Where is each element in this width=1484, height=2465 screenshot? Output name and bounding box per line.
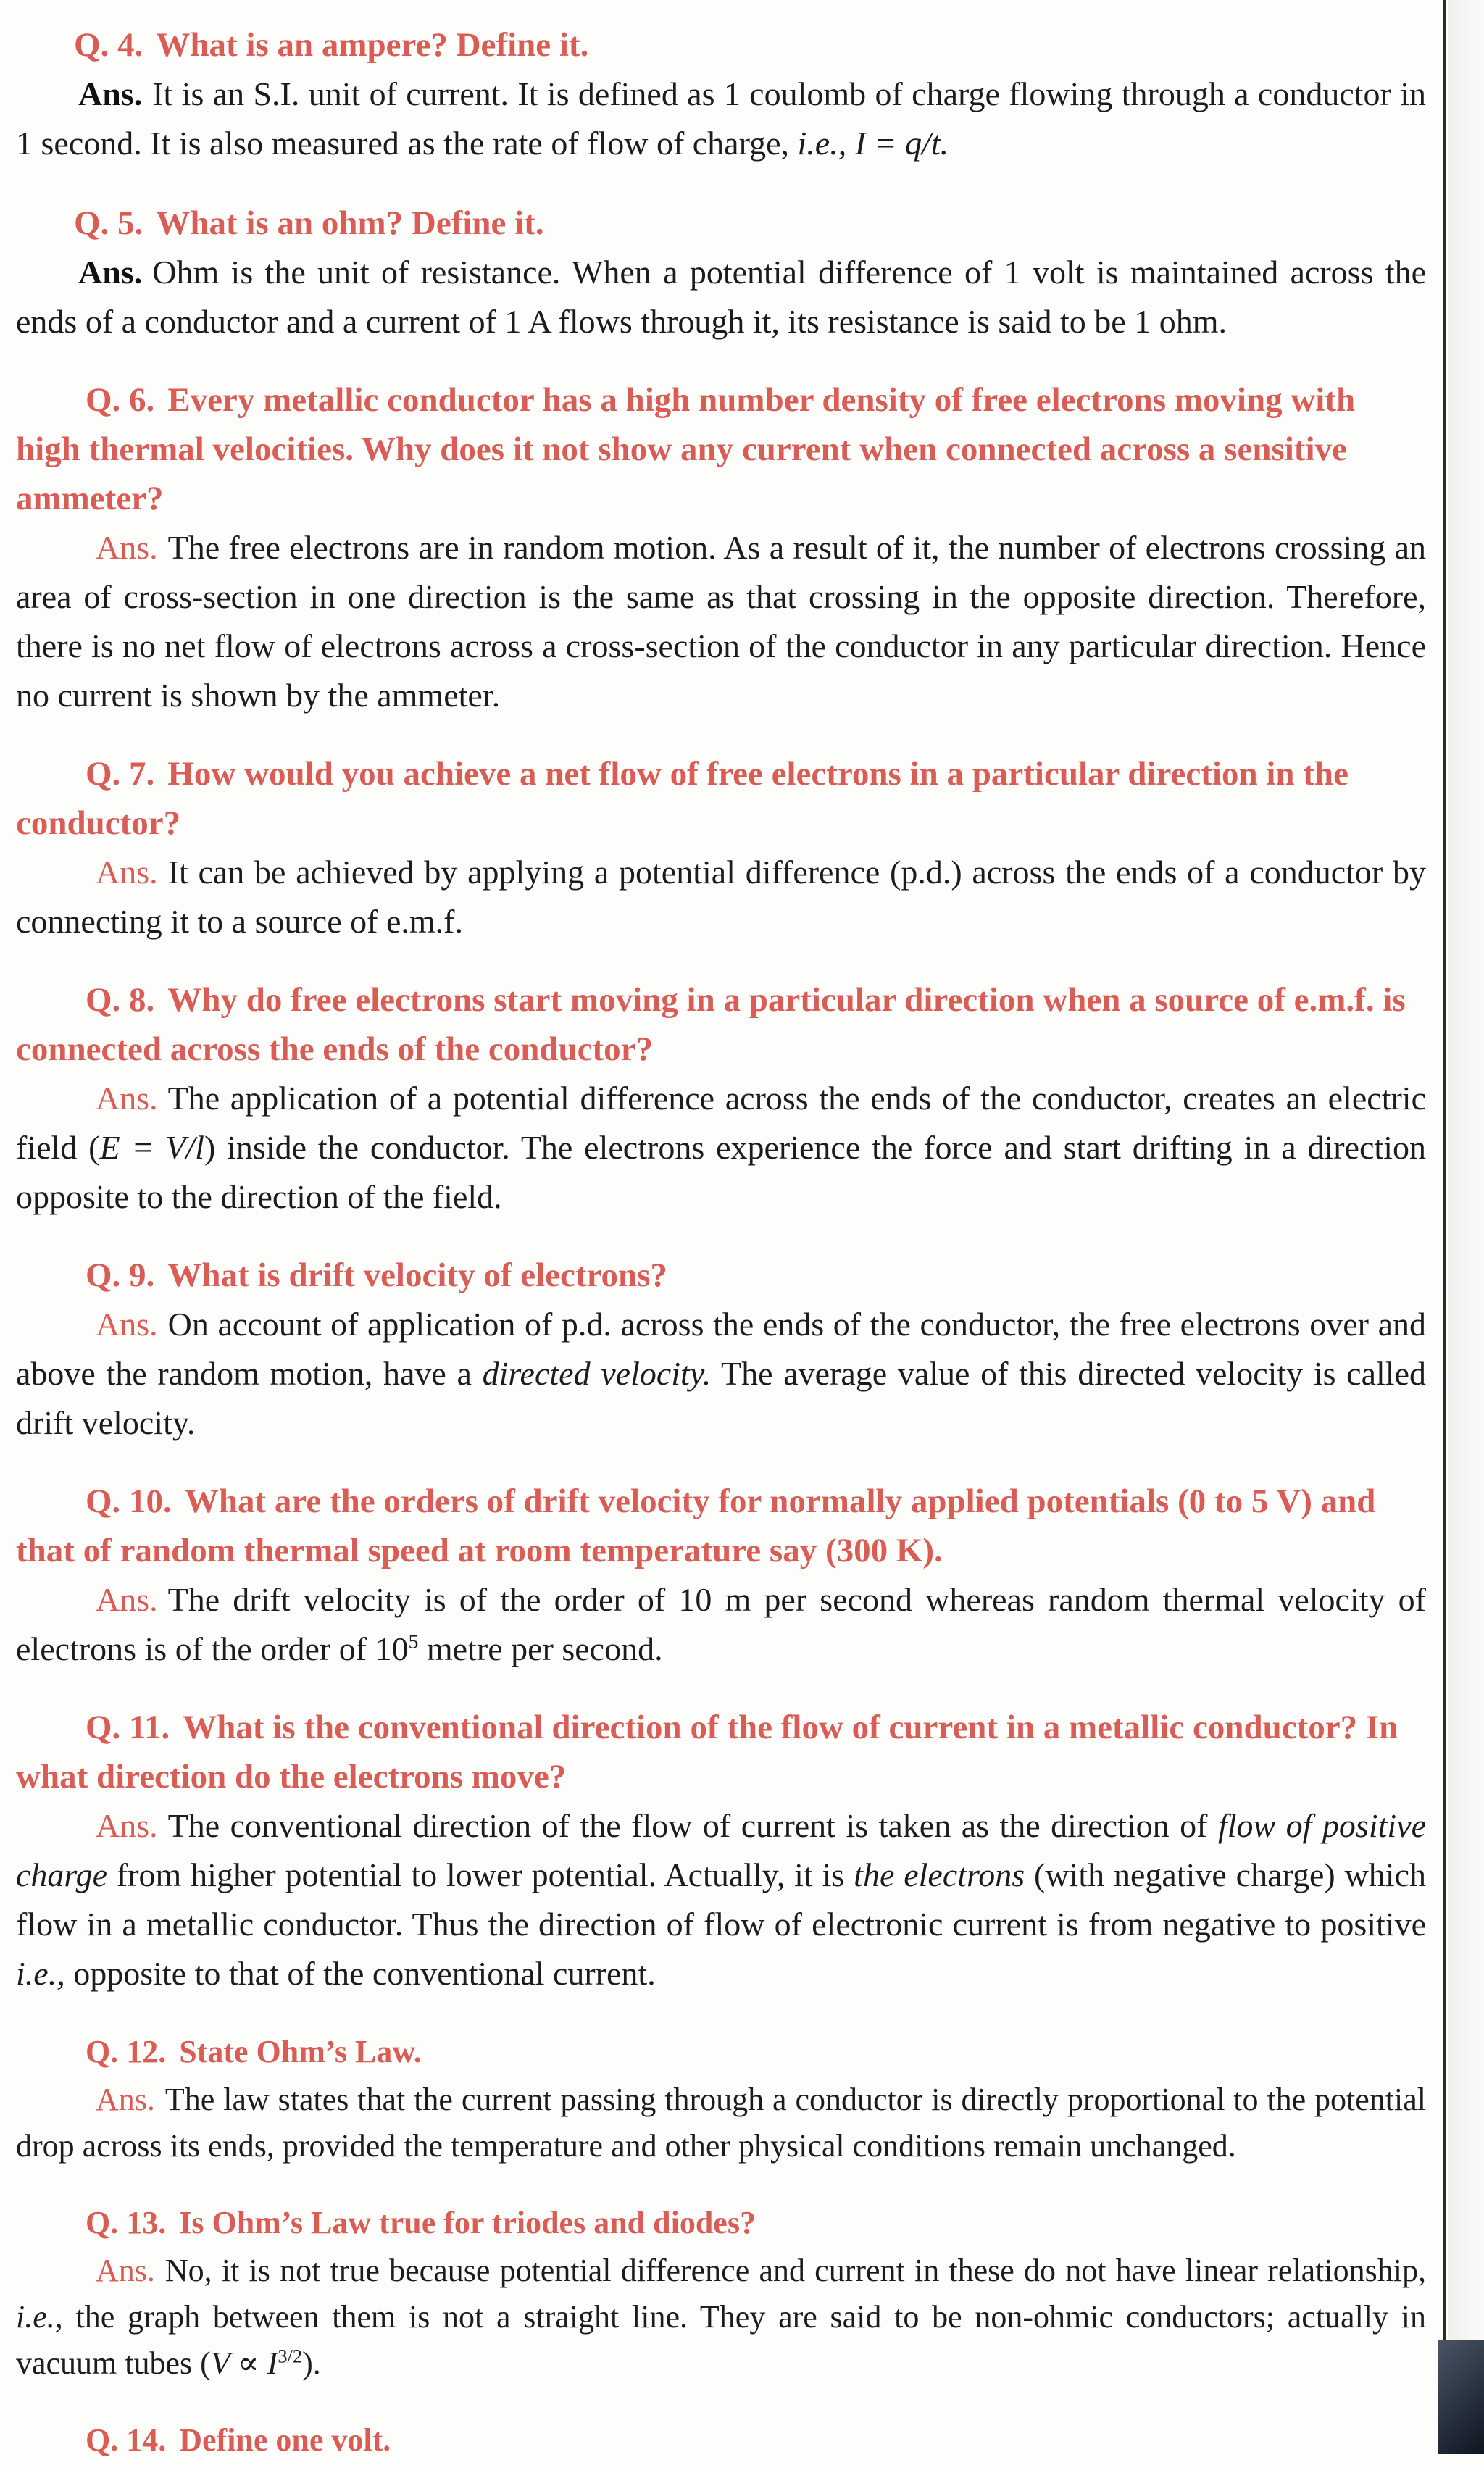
answer-8 — [16, 1074, 1426, 1222]
question-11 — [16, 1703, 1426, 1801]
qa-block-10 — [16, 1477, 1426, 1674]
answer-italic: i.e., — [16, 2299, 63, 2335]
qa-block-13 — [16, 2198, 1426, 2387]
answer-formula: i.e., I = q/t. — [797, 125, 949, 162]
question-number: Q. 5. — [74, 204, 143, 242]
answer-text: The free electrons are in random motion. As a result of it, the number of electrons crossing an area of cross-section in one direction is the same as that crossing in the opposite direction. Therefore, there is no net flow of electrons across a cross-section of the conductor in any particular direction. Hence no current is shown by the ammeter. — [16, 529, 1426, 714]
answer-text-cont: ) inside the conductor. The electrons experience the force and start drifting in a direction opposite to the direction of the field. — [16, 1129, 1426, 1215]
qa-block-9 — [16, 1251, 1426, 1448]
page-margin-rule — [1443, 0, 1446, 2454]
question-number: Q. 11. — [86, 1709, 170, 1746]
answer-label: Ans. — [96, 2082, 155, 2117]
qa-block-7 — [16, 749, 1426, 946]
answer-text: No, it is not true because potential difference and current in these do not have linear relationship, — [164, 2253, 1426, 2288]
answer-text: On account of application of p.d. across the ends of the conductor, the free electrons over and above the random motion, have a — [16, 1306, 1426, 1392]
question-text: What are the orders of drift velocity for normally applied potentials (0 to 5 V) and that of random thermal speed at room temperature say (300 K). — [16, 1482, 1376, 1569]
question-12 — [16, 2027, 1426, 2077]
qa-block-4 — [16, 20, 1426, 168]
answer-text-cont: (with negative charge) which flow in a metallic conductor. Thus the direction of flow of electronic current is from negative to positive — [16, 1856, 1427, 1943]
question-text: What is drift velocity of electrons? — [167, 1256, 667, 1294]
answer-exponent: 3/2 — [278, 2345, 303, 2367]
question-10 — [16, 1477, 1426, 1575]
question-6 — [16, 375, 1426, 523]
answer-text-cont: the graph between them is not a straight line. They are said to be non-ohmic conductors; actually in vacuum tubes ( — [16, 2299, 1426, 2381]
answer-label: Ans. — [78, 254, 143, 291]
answer-text: The law states that the current passing through a conductor is directly proportional to the potential drop across its ends, provided the temperature and other physical conditions remain unchanged. — [16, 2082, 1426, 2164]
answer-italic: the electrons — [854, 1856, 1025, 1893]
answer-text: The drift velocity is of the order of 10 m per second whereas random thermal velocity of electrons is of the order of 10 — [16, 1581, 1426, 1667]
answer-exponent: 5 — [408, 1630, 419, 1653]
answer-text: Ohm is the unit of resistance. When a potential difference of 1 volt is maintained across the ends of a conductor and a current of 1 A flows through it, its resistance is said to be 1 ohm. — [16, 254, 1426, 340]
question-text: How would you achieve a net flow of free electrons in a particular direction in the conductor? — [16, 755, 1348, 842]
answer-label: Ans. — [96, 529, 158, 566]
answer-text: The application of a potential difference across the ends of the conductor, creates an electric field ( — [16, 1080, 1426, 1166]
question-number: Q. 10. — [86, 1482, 172, 1520]
question-number: Q. 8. — [86, 981, 155, 1019]
answer-label: Ans. — [96, 2253, 155, 2288]
answer-label: Ans. — [96, 1306, 158, 1343]
question-13 — [16, 2198, 1426, 2248]
answer-formula: E = V/l — [99, 1129, 204, 1166]
answer-formula: V ∝ I — [210, 2345, 278, 2381]
answer-italic: directed velocity. — [482, 1355, 712, 1392]
question-text: What is an ohm? Define it. — [156, 204, 544, 242]
answer-6 — [16, 523, 1426, 720]
question-text: What is an ampere? Define it. — [156, 26, 589, 64]
answer-label: Ans. — [78, 75, 143, 112]
question-7 — [16, 749, 1426, 848]
answer-4 — [16, 70, 1426, 168]
answer-12 — [16, 2077, 1426, 2169]
question-text: Why do free electrons start moving in a particular direction when a source of e.m.f. is connected across the ends of the conductor? — [16, 981, 1406, 1068]
question-9 — [16, 1251, 1426, 1300]
answer-10 — [16, 1575, 1426, 1674]
question-text: Every metallic conductor has a high number density of free electrons moving with high thermal velocities. Why does it not show any current when connected across a sensitive ammeter? — [16, 381, 1356, 517]
answer-7 — [16, 848, 1426, 946]
question-number: Q. 13. — [86, 2205, 167, 2240]
answer-text: The conventional direction of the flow of current is taken as the direction of — [167, 1807, 1218, 1844]
qa-block-11 — [16, 1703, 1426, 1998]
qa-block-6 — [16, 375, 1426, 720]
question-number: Q. 12. — [86, 2034, 167, 2069]
answer-label: Ans. — [96, 1581, 158, 1618]
answer-text-cont: metre per second. — [418, 1630, 663, 1667]
question-5 — [16, 199, 1426, 248]
answer-label: Ans. — [96, 854, 158, 891]
answer-label: Ans. — [96, 1807, 158, 1844]
question-number: Q. 4. — [74, 26, 143, 64]
question-8 — [16, 975, 1426, 1074]
answer-italic: i.e., — [16, 1955, 65, 1992]
page-edge — [1448, 0, 1484, 2454]
question-text: Define one volt. — [179, 2422, 391, 2458]
answer-13 — [16, 2248, 1426, 2387]
book-corner — [1438, 2340, 1484, 2454]
answer-text-cont: ). — [302, 2345, 321, 2381]
qa-block-14 — [16, 2416, 1426, 2465]
answer-5 — [16, 248, 1426, 346]
question-4 — [16, 20, 1426, 70]
answer-text-cont: The average value of this directed velocity is called drift velocity. — [16, 1355, 1426, 1441]
question-text: State Ohm’s Law. — [179, 2034, 422, 2069]
answer-text-cont: from higher potential to lower potential. Actually, it is — [107, 1856, 854, 1893]
question-number: Q. 9. — [86, 1256, 155, 1294]
question-number: Q. 6. — [86, 381, 155, 419]
question-text: What is the conventional direction of the flow of current in a metallic conductor? In what direction do the electrons move? — [16, 1709, 1398, 1795]
answer-text: It is an S.I. unit of current. It is defined as 1 coulomb of charge flowing through a conductor in 1 second. It is also measured as the rate of flow of charge, — [16, 75, 1426, 162]
answer-11 — [16, 1801, 1426, 1998]
answer-text: It can be achieved by applying a potential difference (p.d.) across the ends of a conductor by connecting it to a source of e.m.f. — [16, 854, 1426, 940]
answer-italic: flow of positive charge — [16, 1807, 1426, 1893]
qa-block-5 — [16, 199, 1426, 346]
question-14 — [16, 2416, 1426, 2465]
question-text: Is Ohm’s Law true for triodes and diodes? — [179, 2205, 756, 2240]
qa-block-12 — [16, 2027, 1426, 2169]
qa-block-8 — [16, 975, 1426, 1222]
question-number: Q. 14. — [86, 2422, 167, 2458]
answer-text-cont: opposite to that of the conventional current. — [64, 1955, 656, 1992]
question-number: Q. 7. — [86, 755, 155, 793]
answer-9 — [16, 1300, 1426, 1448]
answer-label: Ans. — [96, 1080, 158, 1117]
